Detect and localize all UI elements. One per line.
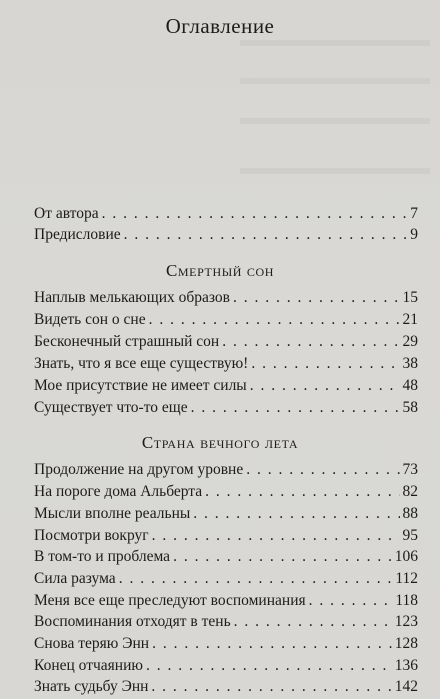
entry-page: 95 [402,527,418,544]
dot-leader [173,547,392,567]
dot-leader [246,460,399,480]
dot-leader [222,332,399,352]
toc-entry [34,526,418,546]
entry-page: 128 [394,635,418,652]
entry-page: 112 [395,570,418,587]
entry-page: 48 [402,377,418,394]
entry-page: 123 [394,613,418,630]
entry-label: Видеть сон о сне [34,311,146,328]
section-heading [0,261,440,281]
toc-entry [34,504,418,524]
entry-label: Предисловие [34,226,121,243]
entry-label: В том-то и проблема [34,548,171,565]
entry-label: Воспоминания отходят в тень [34,613,231,630]
toc-entry [34,288,418,308]
bleed-through [240,78,430,84]
entry-label: Сила разума [34,570,116,587]
entry-label: Конец отчаянию [34,657,143,674]
dot-leader [309,591,393,611]
entry-label: Меня все еще преследуют воспоминания [34,592,306,609]
bleed-through [240,40,430,46]
dot-leader [151,677,391,697]
section-title: Страна вечного лета [141,433,299,452]
section-heading [0,433,440,453]
entry-label: Знать, что я все еще существую! [34,355,249,372]
entry-label: Посмотри вокруг [34,527,149,544]
dot-leader [234,612,392,632]
toc-entry [34,547,418,567]
page-title: Оглавление [165,14,275,38]
entry-page: 73 [402,461,418,478]
dot-leader [193,504,399,524]
toc-entry [34,460,418,480]
dot-leader [149,310,400,330]
dot-leader [205,482,399,502]
toc-entry [34,204,418,224]
dot-leader [233,288,400,308]
entry-page: 118 [395,592,418,609]
toc-entry [34,634,418,654]
dot-leader [146,656,392,676]
toc-entry [34,569,418,589]
dot-leader [124,225,408,245]
entry-page: 38 [402,355,418,372]
bleed-through [240,168,430,174]
entry-label: От автора [34,205,99,222]
entry-label: Существует что-то еще [34,399,188,416]
section-title: Смертный сон [165,261,275,280]
toc-entry [34,354,418,374]
entry-page: 82 [402,483,418,500]
dot-leader [119,569,393,589]
entry-page: 142 [394,678,418,695]
toc-entry [34,677,418,697]
toc-entry [34,398,418,418]
entry-page: 106 [394,548,418,565]
dot-leader [152,634,392,654]
entry-label: Знать судьбу Энн [34,678,149,695]
dot-leader [251,354,399,374]
dot-leader [250,376,400,396]
entry-label: Мое присутствие не имеет силы [34,377,247,394]
dot-leader [191,398,400,418]
toc-entry [34,376,418,396]
toc-entry [34,591,418,611]
entry-page: 58 [402,399,418,416]
entry-page: 21 [402,311,418,328]
entry-page: 9 [410,226,418,243]
entry-label: Наплыв мелькающих образов [34,289,230,306]
dot-leader [102,204,408,224]
dot-leader [152,526,400,546]
toc-entry [34,482,418,502]
entry-page: 7 [410,205,418,222]
toc-entry [34,225,418,245]
toc-entry [34,310,418,330]
entry-page: 136 [394,657,418,674]
bleed-through [240,118,430,124]
entry-label: Продолжение на другом уровне [34,461,244,478]
toc-entry [34,332,418,352]
entry-label: Мысли вполне реальны [34,505,191,522]
entry-label: На пороге дома Альберта [34,483,203,500]
entry-page: 29 [402,333,418,350]
toc-entry [34,612,418,632]
entry-label: Снова теряю Энн [34,635,150,652]
toc-entry [34,656,418,676]
entry-label: Бесконечный страшный сон [34,333,220,350]
entry-page: 88 [402,505,418,522]
entry-page: 15 [402,289,418,306]
